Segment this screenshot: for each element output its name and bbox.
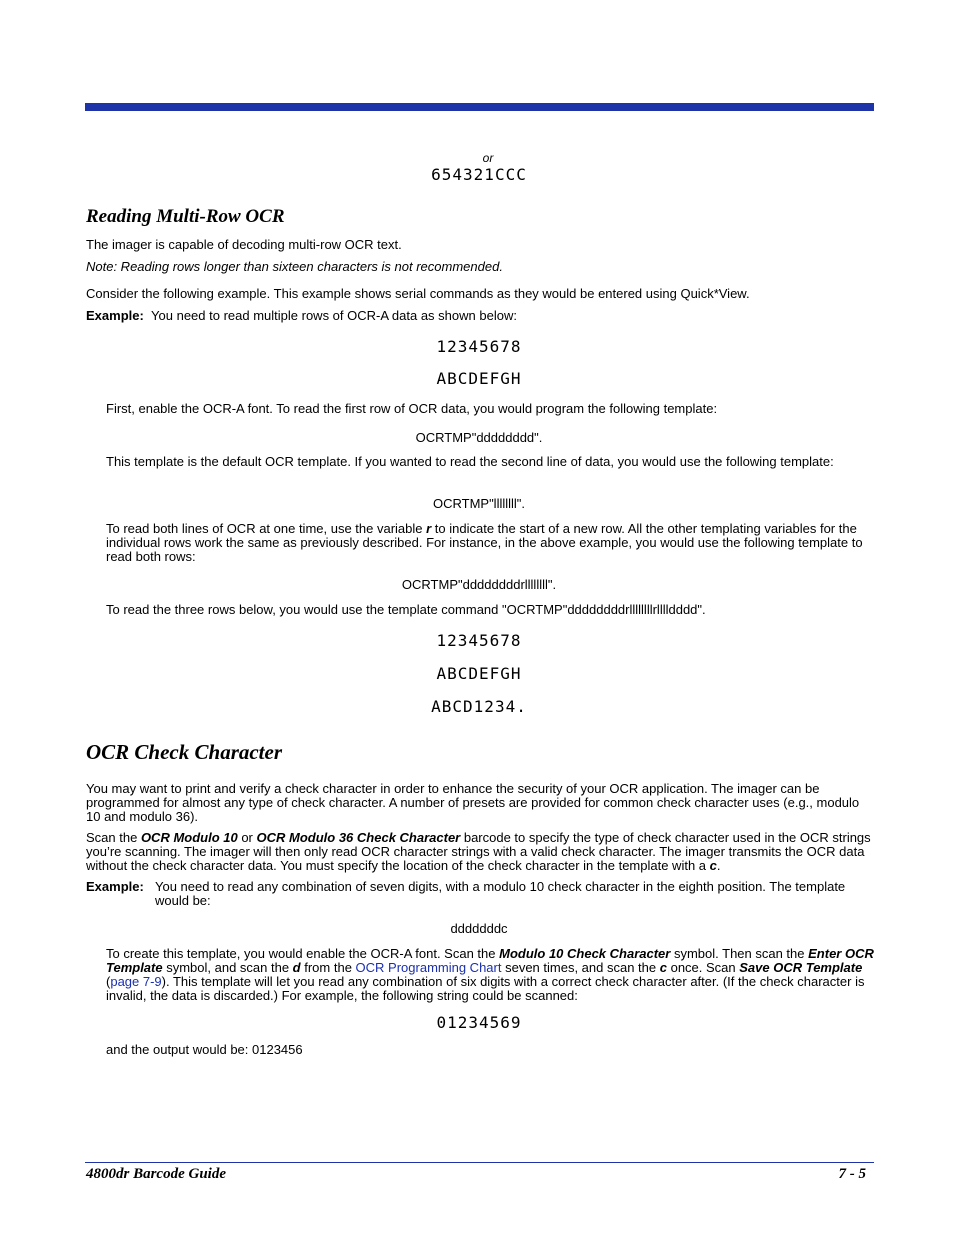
note-text: Note: Reading rows longer than sixteen characters is not recommended.: [86, 259, 503, 274]
text-run: ). This template will let you read any combination of six digits with a correct check character after. (If the check character is invalid, the data is discarded.) For example, the following string could be scanned:: [106, 974, 865, 1003]
example-text: You need to read multiple rows of OCR-A data as shown below:: [151, 308, 517, 323]
variable-c: c: [659, 960, 667, 975]
paragraph: [106, 522, 874, 564]
paragraph: To read the three rows below, you would use the template command "OCRTMP"ddddddddrllllllllrlllldddd".: [106, 602, 706, 617]
variable-c: c: [709, 858, 717, 873]
variable-r: r: [426, 521, 432, 536]
intro-text: The imager is capable of decoding multi-row OCR text.: [86, 237, 402, 252]
footer-rule: [85, 1162, 874, 1163]
barcode-name: OCR Modulo 10: [140, 830, 238, 845]
template-code: OCRTMP"llllllll".: [432, 496, 526, 511]
ocr-programming-chart-link[interactable]: OCR Programming Chart: [355, 960, 502, 975]
text-run: once. Scan: [666, 960, 740, 975]
consider-text: Consider the following example. This example shows serial commands as they would be entered using Quick*View.: [86, 286, 750, 301]
barcode-name: Enter OCR Template: [106, 946, 874, 975]
footer-title: 4800dr Barcode Guide: [86, 1166, 226, 1182]
example-2: [86, 880, 874, 908]
or-label: or: [482, 151, 494, 165]
text-run: or: [237, 830, 257, 845]
example-label: Example:: [86, 308, 144, 323]
example-label: Example:: [86, 879, 144, 894]
ocr-row: 12345678: [436, 631, 522, 650]
output-text: and the output would be: 0123456: [106, 1042, 303, 1057]
text-run: To create this template, you would enable the OCR-A font. Scan the: [106, 946, 500, 961]
template-code: OCRTMP"dddddddd".: [415, 430, 543, 445]
section-heading-check-character: OCR Check Character: [86, 740, 283, 764]
ocr-sample-top: 654321CCC: [431, 165, 527, 184]
text-run: from the: [300, 960, 356, 975]
text-run: Scan the: [86, 830, 141, 845]
paragraph: You may want to print and verify a check character in order to enhance the security of your OCR application. The imager can be programmed for almost any type of check character. A number of presets are provided for common check character uses (e.g., modulo 10 and modulo 36).: [86, 781, 860, 824]
header-rule: [85, 103, 874, 111]
example-1: [86, 309, 517, 323]
text-run: symbol, and scan the: [162, 960, 293, 975]
barcode-name: Save OCR Template: [739, 960, 863, 975]
text-run: barcode to specify the type of check character used in the OCR strings you’re scanning. The imager will then only read OCR character strings with a valid check character. The imager transmits the OCR data without the check character data. You must specify the location of the check character in the template with a: [86, 830, 871, 873]
ocr-row: ABCDEFGH: [436, 664, 522, 683]
text-run: symbol. Then scan the: [670, 946, 809, 961]
paragraph: [106, 947, 874, 1003]
text-run: .: [716, 858, 721, 873]
ocr-row: 12345678: [436, 337, 522, 356]
variable-d: d: [292, 960, 301, 975]
template-code: OCRTMP"ddddddddrllllllll".: [401, 577, 557, 592]
template-code: dddddddc: [450, 921, 508, 936]
example-text: You need to read any combination of seven digits, with a modulo 10 check character in the eighth position. The template would be:: [155, 879, 846, 908]
paragraph: First, enable the OCR-A font. To read the first row of OCR data, you would program the following template:: [106, 401, 718, 416]
ocr-row: ABCD1234.: [431, 697, 527, 716]
text-run: To read both lines of OCR at one time, use the variable: [106, 521, 427, 536]
paragraph: This template is the default OCR template. If you wanted to read the second line of data, you would use the following template:: [106, 454, 834, 469]
paragraph: [86, 831, 874, 873]
text-run: (: [106, 974, 111, 989]
barcode-name: OCR Modulo 36 Check Character: [256, 830, 461, 845]
text-run: to indicate the start of a new row. All the other templating variables for the individual rows work the same as previously described. For instance, in the above example, you would use the following template to read both rows:: [106, 521, 863, 564]
section-heading-multirow: Reading Multi-Row OCR: [86, 206, 285, 227]
barcode-name: Modulo 10 Check Character: [499, 946, 671, 961]
ocr-sample-check: 01234569: [436, 1013, 522, 1032]
page-number: 7 - 5: [838, 1166, 866, 1182]
page-reference-link[interactable]: page 7-9: [110, 974, 162, 989]
text-run: seven times, and scan the: [501, 960, 660, 975]
ocr-row: ABCDEFGH: [436, 369, 522, 388]
